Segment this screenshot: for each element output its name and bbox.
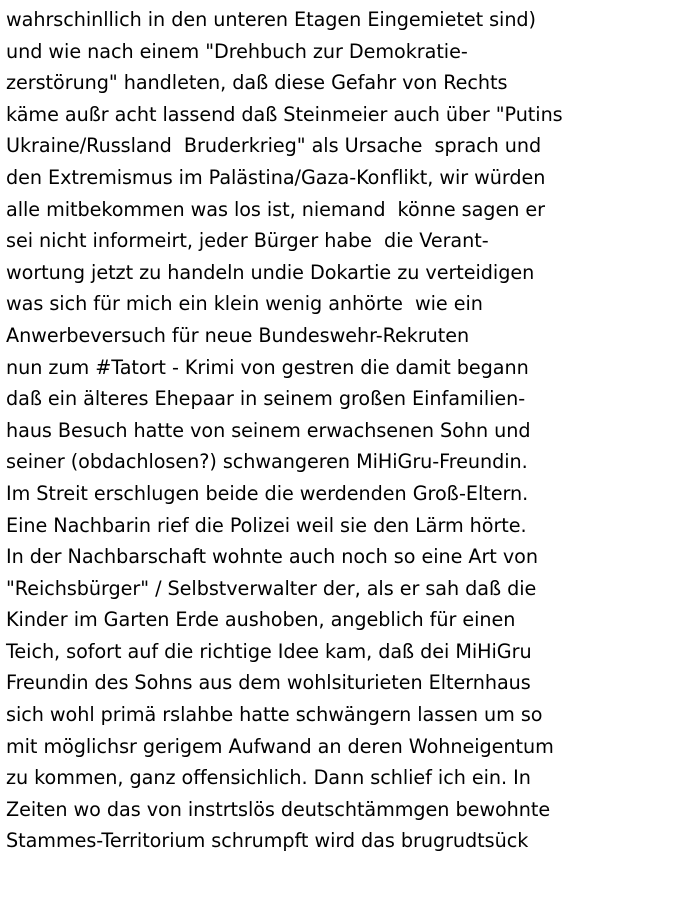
text-line: sich wohl primä rslahbe hatte schwängern lassen um so [6,703,543,727]
text-line: mit möglichsr gerigem Aufwand an deren Wohneigentum [6,734,554,758]
text-line: Anwerbeversuch für neue Bundeswehr-Rekruten [6,323,470,347]
text-line: Stammes-Territorium schrumpft wird das brugrudtsück [6,829,529,853]
text-line: daß ein älteres Ehepaar in seinem großen Einfamilien- [6,387,526,411]
text-line: Ukraine/Russland Bruderkrieg" als Ursache sprach und [6,134,542,158]
text-line: "Reichsbürger" / Selbstverwalter der, als er sah daß die [6,576,537,600]
text-line: den Extremismus im Palästina/Gaza-Konflikt, wir würden [6,165,546,189]
text-line: wahrschinllich in den unteren Etagen Eingemietet sind) [6,8,536,31]
text-line: was sich für mich ein klein wenig anhörte wie ein [6,292,483,316]
text-line: Zeiten wo das von instrtslös deutschtämmgen bewohnte [6,797,551,821]
text-line: wortung jetzt zu handeln undie Dokartie zu verteidigen [6,260,535,284]
text-line: Kinder im Garten Erde aushoben, angeblich für einen [6,608,516,632]
text-line: Freundin des Sohns aus dem wohlsiturieten Elternhaus [6,671,531,695]
text-line: käme außr acht lassend daß Steinmeier auch über "Putins [6,102,563,126]
text-line: Im Streit erschlugen beide die werdenden Groß-Eltern. [6,481,529,505]
text-line: zu kommen, ganz offensichlich. Dann schlief ich ein. In [6,766,531,790]
text-line: Teich, sofort auf die richtige Idee kam, daß dei MiHiGru [6,639,532,663]
text-line: haus Besuch hatte von seinem erwachsenen Sohn und [6,418,531,442]
text-line: und wie nach einem "Drehbuch zur Demokratie- [6,39,468,63]
text-line: sei nicht informeirt, jeder Bürger habe die Verant- [6,229,489,253]
text-line: zerstörung" handleten, daß diese Gefahr von Rechts [6,71,508,95]
text-line: Eine Nachbarin rief die Polizei weil sie den Lärm hörte. [6,513,527,537]
text-line: seiner (obdachlosen?) schwangeren MiHiGru-Freundin. [6,450,528,474]
text-line: In der Nachbarschaft wohnte auch noch so eine Art von [6,545,538,569]
text-line: alle mitbekommen was los ist, niemand könne sagen er [6,197,545,221]
text-line: nun zum #Tatort - Krimi von gestren die damit begann [6,355,529,379]
